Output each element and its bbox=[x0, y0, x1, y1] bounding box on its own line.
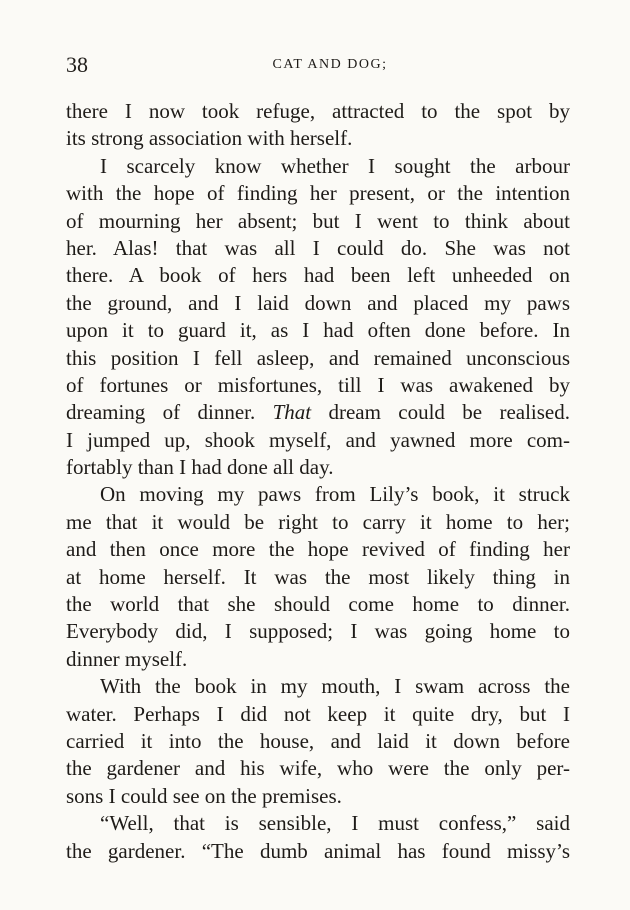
text-line: carried it into the house, and laid it down before bbox=[66, 728, 570, 753]
text-line: the world that she should come home to dinner. bbox=[66, 592, 570, 617]
text-line: sons I could see on the premises. bbox=[66, 783, 342, 808]
text-line: its strong association with herself. bbox=[66, 126, 353, 151]
text-line: fortably than I had done all day. bbox=[66, 455, 334, 480]
text-line: I jumped up, shook myself, and yawned more com- bbox=[66, 427, 570, 452]
running-title: CAT AND DOG; bbox=[272, 57, 388, 72]
text-line: I scarcely know whether I sought the arbour bbox=[100, 153, 570, 178]
running-header bbox=[66, 50, 570, 80]
text-line: me that it would be right to carry it home to her; bbox=[66, 509, 570, 534]
paragraph bbox=[66, 673, 570, 810]
paragraph bbox=[66, 481, 570, 673]
text-line: With the book in my mouth, I swam across the bbox=[100, 674, 570, 699]
text-line: Everybody did, I supposed; I was going home to bbox=[66, 619, 570, 644]
text-line: her. Alas! that was all I could do. She was not bbox=[66, 235, 570, 260]
text-line: the gardener and his wife, who were the only per- bbox=[66, 756, 570, 781]
text-line: of mourning her absent; but I went to think about bbox=[66, 208, 570, 233]
text-line: the ground, and I laid down and placed my paws bbox=[66, 290, 570, 315]
text-line: with the hope of finding her present, or the intention bbox=[66, 181, 570, 206]
text-line: and then once more the hope revived of finding her bbox=[66, 537, 570, 562]
paragraph bbox=[66, 153, 570, 482]
text-line: of fortunes or misfortunes, till I was awakened by bbox=[66, 372, 570, 397]
paragraph bbox=[66, 810, 570, 865]
body-text bbox=[66, 98, 570, 865]
emphasis: That bbox=[272, 400, 312, 425]
text-line: at home herself. It was the most likely thing in bbox=[66, 564, 570, 589]
text-line: On moving my paws from Lily’s book, it struck bbox=[100, 482, 570, 507]
text-line: there I now took refuge, attracted to the spot by bbox=[66, 99, 570, 123]
text-line: dreaming of dinner. That dream could be realised. bbox=[66, 400, 570, 425]
text-line: upon it to guard it, as I had often done before. In bbox=[66, 318, 570, 343]
text-line: the gardener. “The dumb animal has found missy’s bbox=[66, 838, 570, 863]
text-line: water. Perhaps I did not keep it quite dry, but I bbox=[66, 701, 570, 726]
page-number: 38 bbox=[66, 52, 88, 77]
text-line: “Well, that is sensible, I must confess,” said bbox=[100, 811, 570, 836]
text-line: dinner myself. bbox=[66, 646, 188, 671]
text-line: there. A book of hers had been left unheeded on bbox=[66, 263, 570, 288]
text-line: this position I fell asleep, and remained unconscious bbox=[66, 345, 570, 370]
paragraph bbox=[66, 98, 570, 153]
